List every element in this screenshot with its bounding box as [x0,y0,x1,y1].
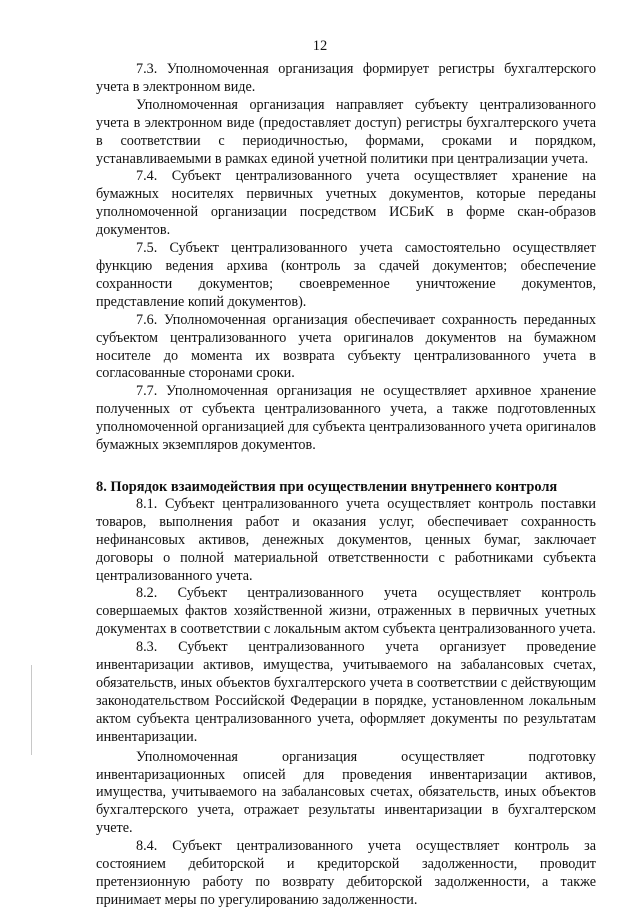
section-heading: 8. Порядок взаимодействия при осуществлении внутреннего контроля [96,478,558,495]
paragraph-8-3-cont: Уполномоченная организация осуществляет подготовку инвентаризационных описей для проведения инвентаризации активов, имущества, учитываемого на забалансовых счетах, обязательств, иных объектов бухгалтерского учета, отражает результаты инвентаризации в бухгалтерском учете. [96,748,596,837]
paragraph-7-4: 7.4. Субъект централизованного учета осуществляет хранение на бумажных носителях первичных учетных документов, которые переданы уполномоченной организации посредством ИСБиК в форме скан-образов документов. [96,168,596,239]
paragraph-7-5: 7.5. Субъект централизованного учета самостоятельно осуществляет функцию ведения архива (контроль за сдачей документов; обеспечение сохранности документов; своевременное уничтожение документов, представление копий документов). [96,240,596,310]
document-body [96,61,596,910]
paragraph-7-6: 7.6. Уполномоченная организация обеспечивает сохранность переданных субъектом централизованного учета оригиналов документов на бумажном носителе до момента их возврата субъекту централизованного учета в согласованные сторонами сроки. [96,311,596,382]
margin-mark [31,665,32,755]
paragraph-8-2: 8.2. Субъект централизованного учета осуществляет контроль совершаемых фактов хозяйственной жизни, отраженных в первичных учетных документах в соответствии с локальным актом субъекта централизованного учета. [96,585,596,638]
paragraph-8-1: 8.1. Субъект централизованного учета осуществляет контроль поставки товаров, выполнения работ и оказания услуг, обеспечивает сохранность нефинансовых активов, денежных документов, ценных бумаг, заключает договоры о полной материальной ответственности с работниками субъекта централизованного учета. [96,495,596,584]
paragraph-7-7: 7.7. Уполномоченная организация не осуществляет архивное хранение полученных от субъекта централизованного учета, а также подготовленных уполномоченной организацией для субъекта централизованного учета оригиналов бумажных экземпляров документов. [96,383,596,454]
page-number: 12 [312,38,328,54]
paragraph-8-3: 8.3. Субъект централизованного учета организует проведение инвентаризации активов, имущества, учитываемого на забалансовых счетах, обязательств, иных объектов бухгалтерского учета в соответствии с действующим законодательством Российской Федерации в порядке, установленном локальным актом субъекта централизованного учета, оформляет документы по результатам инвентаризации. [96,639,596,745]
paragraph-7-3: 7.3. Уполномоченная организация формирует регистры бухгалтерского учета в электронном виде. [96,61,596,95]
paragraph-7-3-cont: Уполномоченная организация направляет субъекту централизованного учета в электронном виде (предоставляет доступ) регистры бухгалтерского учета в соответствии с периодичностью, формами, сроками и порядком, устанавливаемыми в рамках единой учетной политики при централизации учета. [96,96,596,167]
paragraph-8-4: 8.4. Субъект централизованного учета осуществляет контроль за состоянием дебиторской и кредиторской задолженности, проводит претензионную работу по возврату дебиторской задолженности, а также принимает меры по урегулированию задолженности. [96,838,596,908]
